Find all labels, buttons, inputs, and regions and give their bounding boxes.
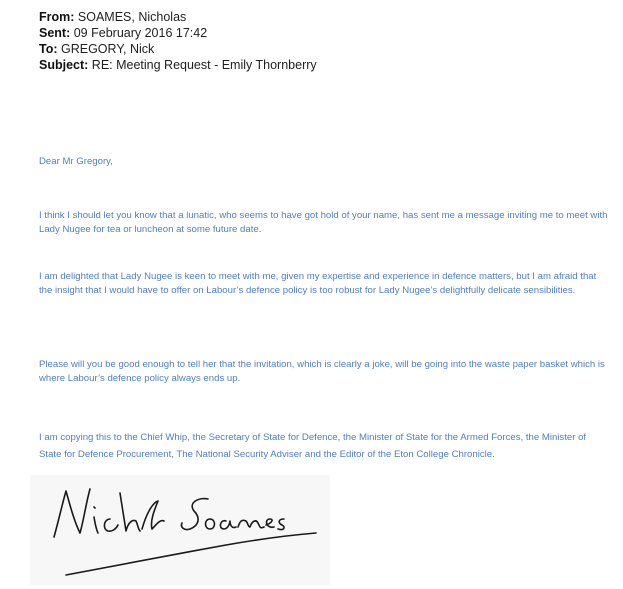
subject-label: Subject: <box>39 58 89 72</box>
from-line <box>39 9 599 25</box>
from-value: SOAMES, Nicholas <box>77 10 187 24</box>
email-paragraph: I am delighted that Lady Nugee is keen to meet with me, given my expertise and experience in defence matters, but I am afraid that the insight that I would have to offer on Labour’s defence policy is too robust for Lady Nugee’s delightfully delicate sensibilities. <box>39 271 597 296</box>
email-greeting: Dear Mr Gregory, <box>39 156 113 167</box>
subject-line <box>39 57 599 73</box>
signature-drawing <box>30 475 330 585</box>
to-line <box>39 41 599 57</box>
sent-line <box>39 25 599 41</box>
email-header <box>39 9 599 73</box>
from-label: From: <box>39 10 75 24</box>
to-label: To: <box>39 42 58 56</box>
to-value: GREGORY, Nick <box>61 42 155 56</box>
handwritten-signature <box>30 475 330 585</box>
email-paragraph: I am copying this to the Chief Whip, the Secretary of State for Defence, the Minister of State for the Armed Forces, the Minister of State for Defence Procurement, The National Security Adviser and the Editor of the Eton College Chronicle. <box>39 432 587 460</box>
subject-value: RE: Meeting Request - Emily Thornberry <box>91 58 317 72</box>
email-paragraph: Please will you be good enough to tell her that the invitation, which is clearly a joke, will be going into the waste paper basket which is where Labour’s defence policy always ends up. <box>39 359 605 384</box>
sent-label: Sent: <box>39 26 71 40</box>
sent-value: 09 February 2016 17:42 <box>73 26 208 40</box>
email-paragraph: I think I should let you know that a lunatic, who seems to have got hold of your name, has sent me a message inviting me to meet with Lady Nugee for tea or luncheon at some future date. <box>39 210 608 235</box>
